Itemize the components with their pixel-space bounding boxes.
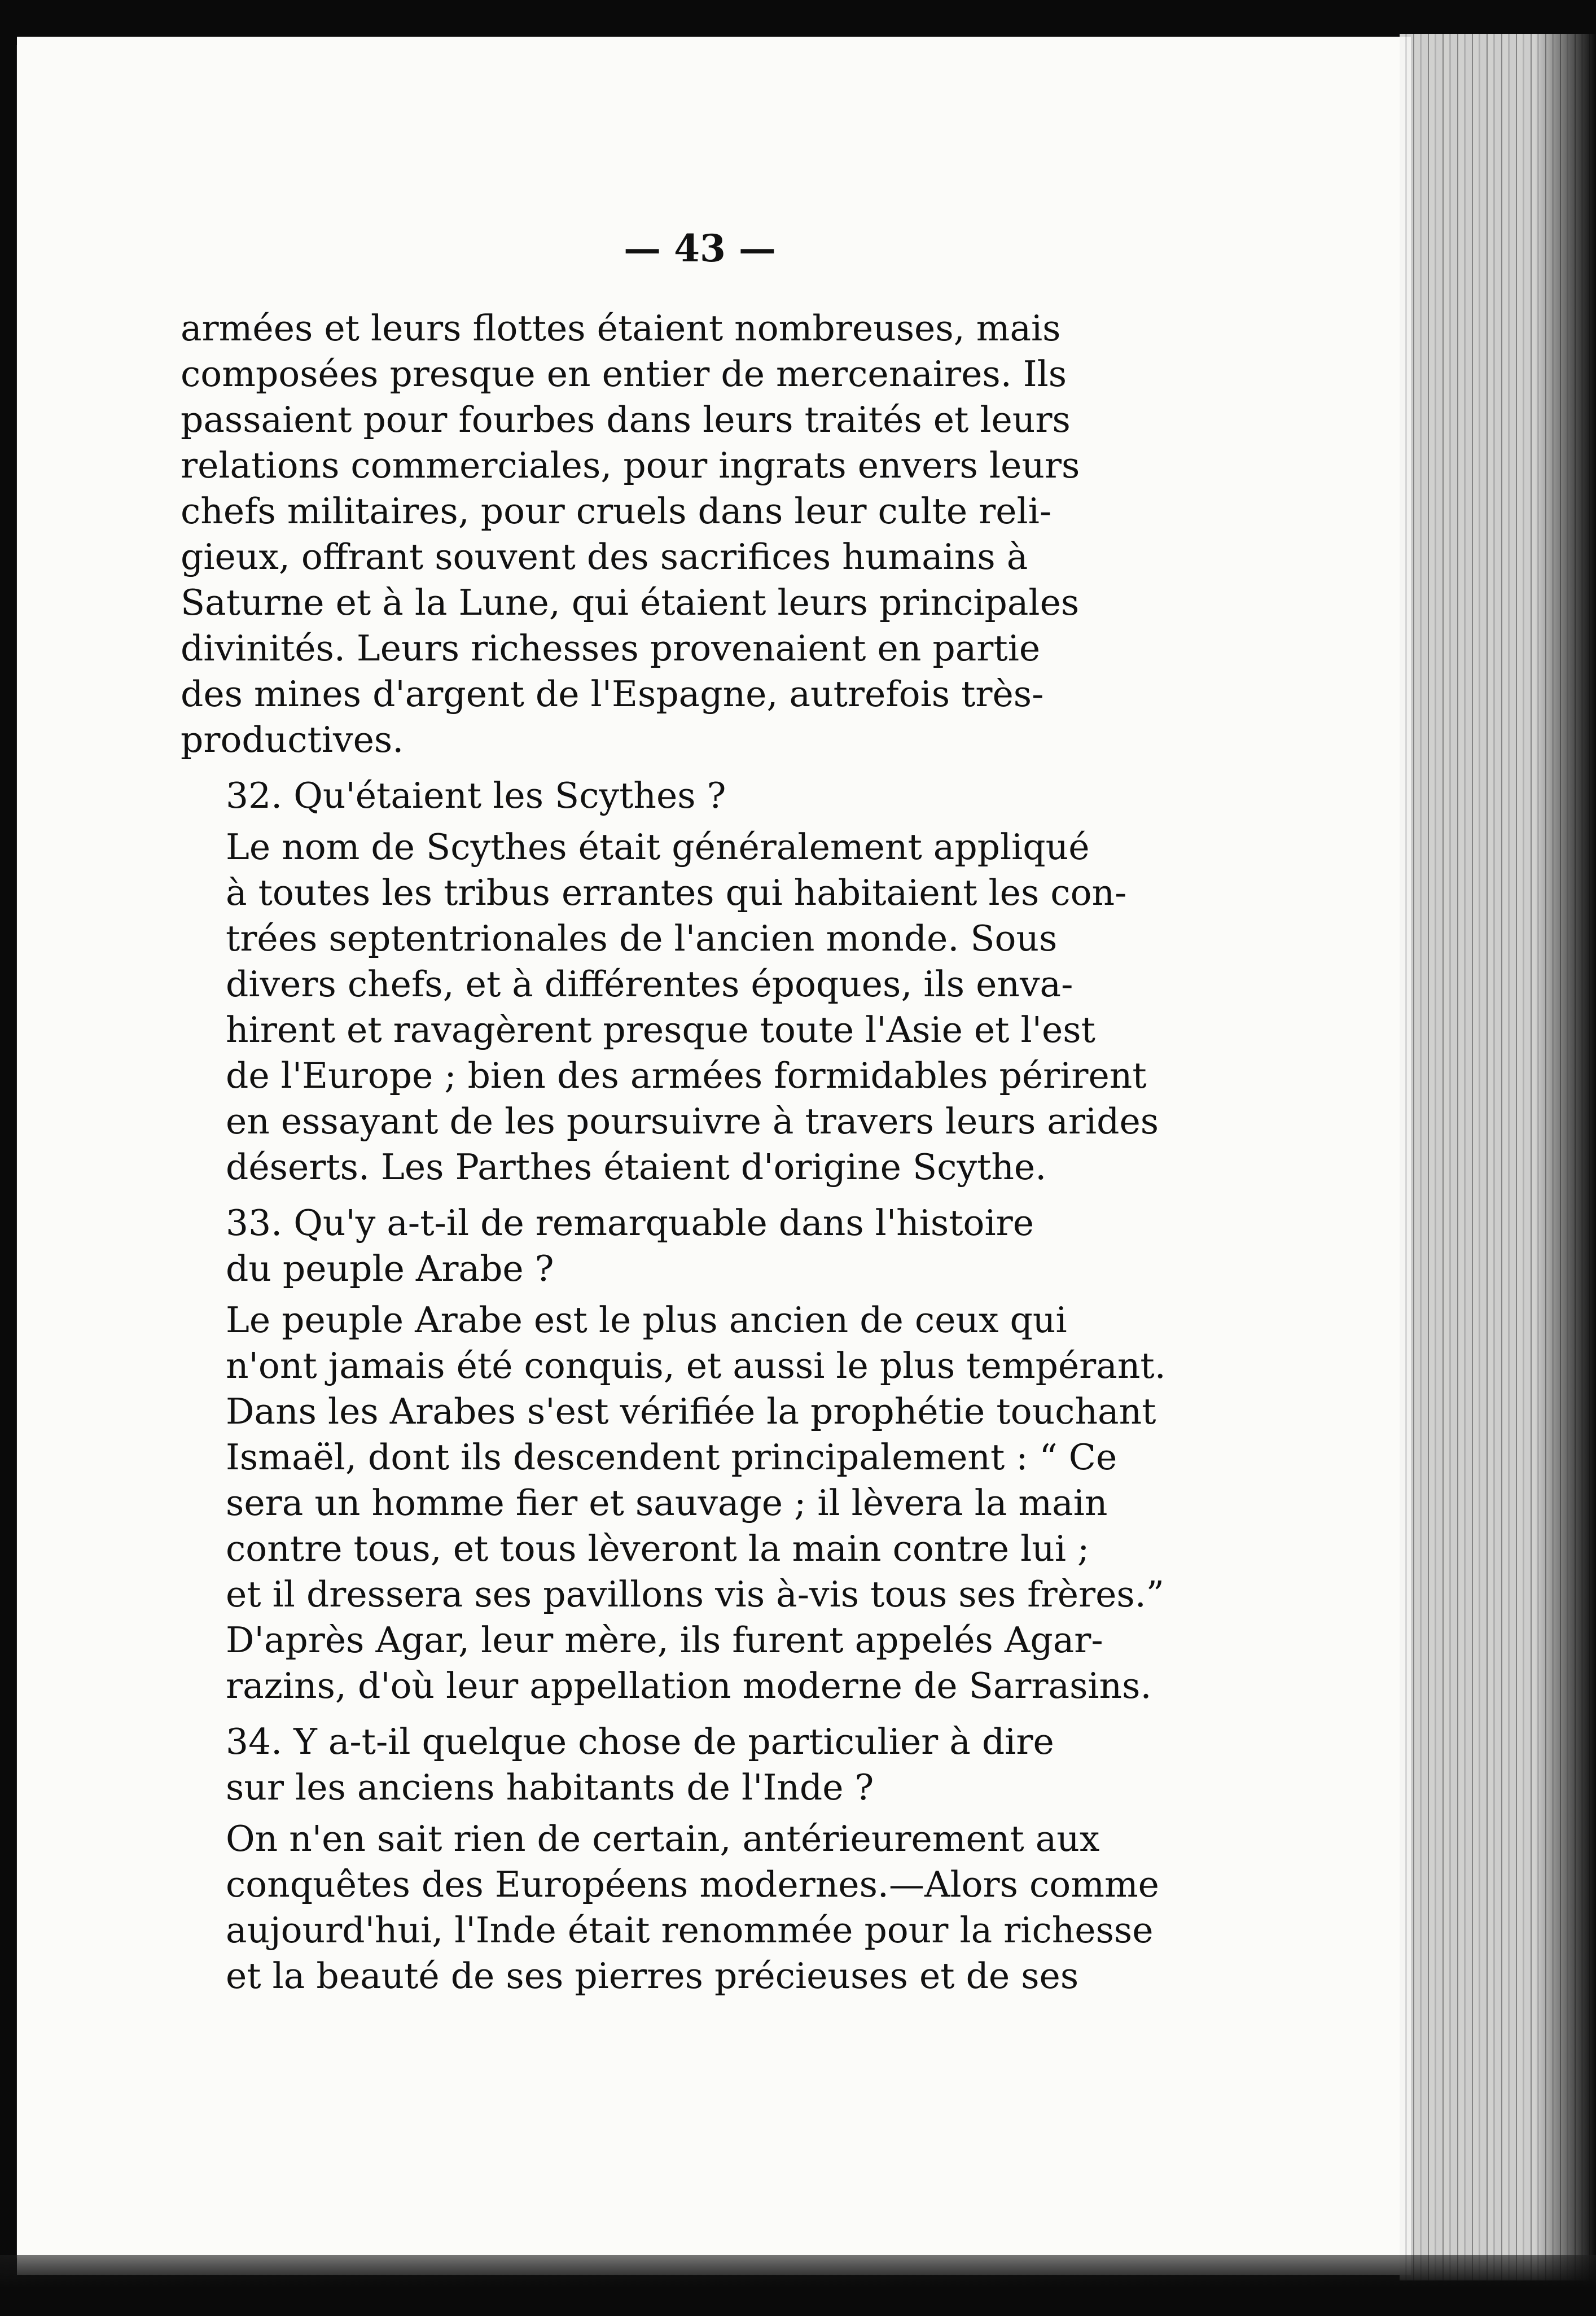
text-line: productives.: [181, 719, 404, 760]
text-line: 33. Qu'y a-t-il de remarquable dans l'histoire: [226, 1202, 1034, 1244]
text-line: aujourd'hui, l'Inde était renommée pour la richesse: [226, 1910, 1154, 1951]
text-line: passaient pour fourbes dans leurs traités et leurs: [181, 399, 1071, 440]
text-line: à toutes les tribus errantes qui habitaient les con-: [226, 872, 1127, 913]
text-line: Saturne et à la Lune, qui étaient leurs principales: [181, 582, 1080, 623]
text-line: en essayant de les poursuivre à travers leurs arides: [226, 1101, 1159, 1142]
text-line: On n'en sait rien de certain, antérieurement aux: [226, 1818, 1100, 1859]
text-line: Le peuple Arabe est le plus ancien de ceux qui: [226, 1299, 1067, 1341]
question-heading: [181, 1719, 1196, 1810]
text-line: n'ont jamais été conquis, et aussi le plus tempérant.: [226, 1345, 1166, 1386]
text-line: Le nom de Scythes était généralement appliqué: [226, 826, 1090, 868]
text-line: de l'Europe ; bien des armées formidables périrent: [226, 1055, 1147, 1096]
text-line: divers chefs, et à différentes époques, ils enva-: [226, 964, 1073, 1005]
paragraph: [181, 1816, 1196, 1999]
paragraph: [181, 1297, 1196, 1709]
page-body: [181, 305, 1196, 1999]
text-line: chefs militaires, pour cruels dans leur culte reli-: [181, 491, 1052, 532]
text-line: composées presque en entier de mercenaires. Ils: [181, 353, 1067, 395]
question-heading: [181, 773, 1196, 818]
text-line: D'après Agar, leur mère, ils furent appelés Agar-: [226, 1619, 1103, 1661]
text-line: contre tous, et tous lèveront la main contre lui ;: [226, 1528, 1090, 1569]
text-line: razins, d'où leur appellation moderne de Sarrasins.: [226, 1665, 1152, 1706]
text-line: hirent et ravagèrent presque toute l'Asie et l'est: [226, 1009, 1095, 1050]
page-stack-shadow: [1535, 34, 1596, 2280]
text-line: conquêtes des Européens modernes.—Alors comme: [226, 1864, 1159, 1905]
text-line: du peuple Arabe ?: [226, 1248, 554, 1289]
text-line: des mines d'argent de l'Espagne, autrefois très-: [181, 673, 1044, 715]
question-heading: [181, 1200, 1196, 1291]
text-line: relations commerciales, pour ingrats envers leurs: [181, 445, 1080, 486]
page-bottom-edge: [0, 2255, 1596, 2316]
text-line: Ismaël, dont ils descendent principalement : “ Ce: [226, 1437, 1117, 1478]
page-number: — 43 —: [624, 226, 776, 270]
text-line: sera un homme fier et sauvage ; il lèvera la main: [226, 1482, 1108, 1523]
paragraph: [181, 824, 1196, 1190]
text-line: Dans les Arabes s'est vérifiée la prophétie touchant: [226, 1391, 1156, 1432]
page-text: [181, 226, 1196, 1999]
text-line: 34. Y a-t-il quelque chose de particulier à dire: [226, 1721, 1054, 1762]
text-line: gieux, offrant souvent des sacrifices humains à: [181, 536, 1028, 577]
text-line: armées et leurs flottes étaient nombreuses, mais: [181, 308, 1061, 349]
text-line: sur les anciens habitants de l'Inde ?: [226, 1767, 874, 1808]
text-line: et il dressera ses pavillons vis à-vis tous ses frères.”: [226, 1574, 1164, 1615]
text-line: trées septentrionales de l'ancien monde. Sous: [226, 918, 1058, 959]
paragraph: [181, 305, 1196, 763]
text-line: et la beauté de ses pierres précieuses et de ses: [226, 1955, 1079, 1997]
text-line: déserts. Les Parthes étaient d'origine Scythe.: [226, 1146, 1047, 1188]
text-line: 32. Qu'étaient les Scythes ?: [226, 775, 726, 816]
text-line: divinités. Leurs richesses provenaient en partie: [181, 628, 1041, 669]
